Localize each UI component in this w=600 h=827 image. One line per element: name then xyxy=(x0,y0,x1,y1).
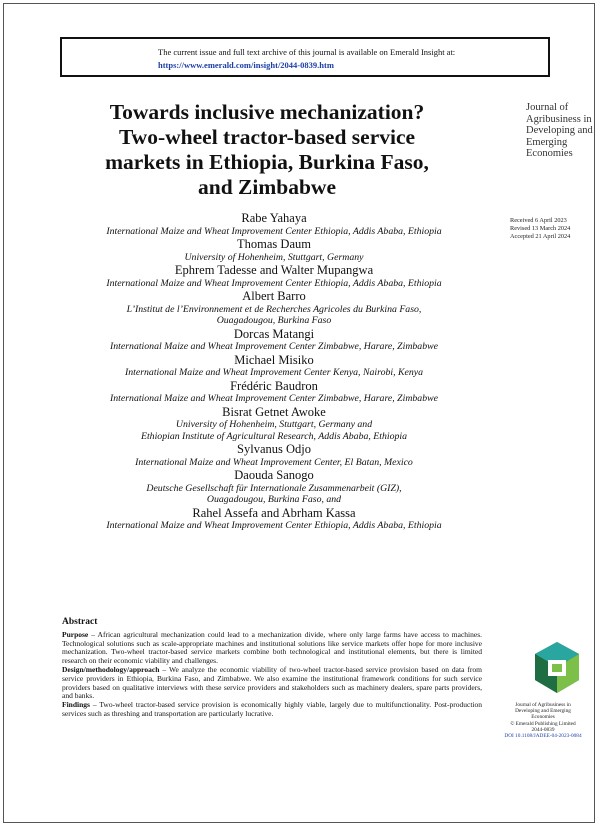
journal-name-line-2: Agribusiness in xyxy=(526,113,592,125)
author-name: Rabe Yahaya xyxy=(241,211,307,225)
author-block xyxy=(44,468,504,506)
emerald-logo-icon xyxy=(532,640,582,696)
author-name: Daouda Sanogo xyxy=(234,468,314,482)
title-line-3: markets in Ethiopia, Burkina Faso, xyxy=(105,150,429,174)
author-affiliation-2: Ouagadougou, Burkina Faso, and xyxy=(206,494,342,505)
journal-info-line-4: © Emerald Publishing Limited xyxy=(510,720,576,727)
abstract-purpose xyxy=(62,631,482,666)
author-affiliation-2: Ethiopian Institute of Agricultural Research, Addis Ababa, Ethiopia xyxy=(140,430,408,442)
abstract-heading: Abstract xyxy=(62,617,98,627)
author-block xyxy=(44,289,504,327)
author-block xyxy=(44,327,504,353)
author-block xyxy=(44,379,504,405)
journal-url-link[interactable]: https://www.emerald.com/insight/2044-0839.htm xyxy=(158,60,334,70)
abstract-section xyxy=(62,618,482,719)
author-block xyxy=(44,237,504,263)
article-page xyxy=(3,3,595,823)
journal-name-line-4: Emerging xyxy=(526,136,568,148)
author-block xyxy=(44,442,504,468)
title-line-1: Towards inclusive mechanization? xyxy=(109,100,425,124)
date-received: Received 6 April 2023 xyxy=(510,217,567,224)
journal-info-line-3: Economies xyxy=(531,714,555,721)
author-name: Michael Misiko xyxy=(234,352,314,367)
article-dates xyxy=(510,217,594,241)
author-block xyxy=(44,263,504,289)
author-name: Bisrat Getnet Awoke xyxy=(222,404,326,419)
findings-label: Findings xyxy=(62,700,90,710)
author-affiliation: International Maize and Wheat Improvement Center Zimbabwe, Harare, Zimbabwe xyxy=(110,341,438,352)
journal-name-line-3: Developing and xyxy=(526,125,593,136)
author-affiliation: International Maize and Wheat Improvement Center Kenya, Nairobi, Kenya xyxy=(124,367,424,378)
date-accepted: Accepted 21 April 2024 xyxy=(510,233,571,240)
author-list xyxy=(44,211,504,532)
emerald-logo-svg xyxy=(532,640,582,696)
journal-name-line-1: Journal of xyxy=(526,102,569,113)
author-affiliation: L’Institut de l’Environnement et de Recherches Agricoles du Burkina Faso, xyxy=(126,303,422,315)
logo-hex-inner xyxy=(552,664,562,672)
purpose-label: Purpose xyxy=(62,629,89,639)
author-affiliation-2: Ouagadougou, Burkina Faso xyxy=(216,315,332,326)
article-title xyxy=(44,100,490,200)
author-name: Ephrem Tadesse and Walter Mupangwa xyxy=(174,263,374,277)
journal-name xyxy=(526,102,594,160)
author-block xyxy=(44,353,504,379)
findings-text: – Two-wheel tractor-based service provision is economically highly viable, largely due to multifunctionality. Post-production services such as threshing and transportation are particularly lucrative. xyxy=(62,700,482,718)
author-name: Frédéric Baudron xyxy=(230,378,318,393)
date-revised: Revised 13 March 2024 xyxy=(510,225,571,232)
journal-info-line-1: Journal of Agribusiness in xyxy=(515,702,571,708)
author-name: Sylvanus Odjo xyxy=(237,442,311,456)
author-affiliation: International Maize and Wheat Improvement Center Zimbabwe, Harare, Zimbabwe xyxy=(110,393,438,404)
author-affiliation: International Maize and Wheat Improvement Center Ethiopia, Addis Ababa, Ethiopia xyxy=(106,520,442,531)
author-name: Rahel Assefa and Abrham Kassa xyxy=(192,505,356,520)
title-line-2: Two-wheel tractor-based service xyxy=(118,125,416,149)
author-block xyxy=(44,506,504,532)
author-affiliation: University of Hohenheim, Stuttgart, Germany xyxy=(184,251,364,263)
author-name: Albert Barro xyxy=(242,289,306,303)
journal-info-line-5: 2044-0839 xyxy=(531,726,555,733)
purpose-text: – African agricultural mechanization could lead to a mechanization divide, where only large farms have access to machines. Technological solutions such as scale-appropriate machines and institutional solutions like service markets offer hope for more inclusive mechanization. Two-wheel tractor-based service markets combine both technological and institutional elements, but there is limited research on their economic viability and challenges. xyxy=(62,629,482,666)
design-text: – We analyze the economic viability of two-wheel tractor-based service provision based on data from service providers in Ethiopia, Burkina Faso, and Zimbabwe. We also examine the institutional framework conditions for such service providers based on qualitative interviews with these service providers and stakeholders such as machinery dealers, spare parts providers, and banks. xyxy=(62,664,482,701)
author-name: Dorcas Matangi xyxy=(233,326,315,341)
design-label: Design/methodology/approach xyxy=(62,664,160,674)
journal-info-line-2: Developing and Emerging xyxy=(515,708,571,715)
author-affiliation: International Maize and Wheat Improvement Center Ethiopia, Addis Ababa, Ethiopia xyxy=(106,225,442,237)
journal-name-line-5: Economies xyxy=(526,148,573,159)
doi-link[interactable]: DOI 10.1108/JADEE-04-2023-0084 xyxy=(504,733,582,740)
author-affiliation: International Maize and Wheat Improvement Center, El Batan, Mexico xyxy=(135,456,413,468)
journal-info xyxy=(496,702,590,739)
author-affiliation: Deutsche Gesellschaft für Internationale Zusammenarbeit (GIZ), xyxy=(146,482,402,494)
author-affiliation: International Maize and Wheat Improvement Center Ethiopia, Addis Ababa, Ethiopia xyxy=(106,277,442,289)
title-line-4: and Zimbabwe xyxy=(198,175,336,199)
author-name: Thomas Daum xyxy=(237,237,311,251)
abstract-findings xyxy=(62,701,482,719)
author-affiliation: University of Hohenheim, Stuttgart, Germany and xyxy=(175,419,373,430)
abstract-design xyxy=(62,666,482,701)
author-block xyxy=(44,211,504,237)
author-block xyxy=(44,405,504,443)
access-notice-box xyxy=(60,37,550,77)
access-notice-text: The current issue and full text archive of this journal is available on Emerald Insight at: xyxy=(158,47,456,57)
